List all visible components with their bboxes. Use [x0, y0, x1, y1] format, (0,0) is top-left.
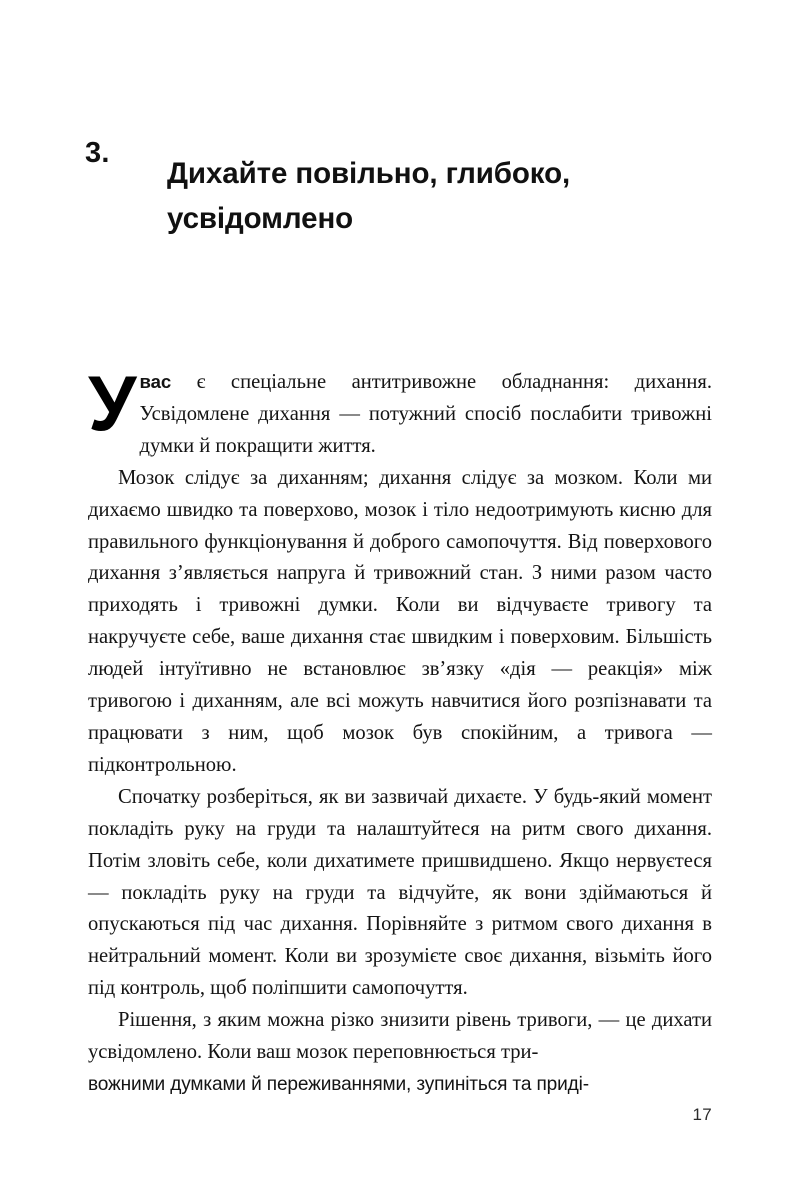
paragraph-1-text: є спеціальне антитривожне обладнання: дихання. Усвідомлене дихання — потужний спосіб послабити тривожні думки й покращити життя.	[139, 371, 712, 457]
chapter-title-line-1: Дихайте повільно, глибоко,	[167, 156, 571, 190]
paragraph-4-hyphen: -	[531, 1041, 539, 1064]
paragraph-4	[88, 1005, 712, 1101]
chapter-title-line-2: усвідомлено	[167, 201, 354, 235]
paragraph-2-text: Мозок слідує за диханням; дихання слідує за мозком. Коли ми дихаємо швидко та поверхово, мозок і тіло недоотримують кисню для правильного функціонування й доброго самопочуття. Від поверхового дихання з’являється напруга й тривожний стан. З ними разом часто приходять і тривожні думки. Коли ви відчуваєте тривогу та накручуєте себе, ваше дихання стає швидким і поверховим. Більшість людей інтуїтивно не встановлює зв’язку «дія — реакція» між тривогою і диханням, але всі можуть навчитися його розпізнавати та працювати з ним, щоб мозок був спокійним, а тривога — підконтрольною.	[88, 466, 712, 776]
paragraph-3-text: Спочатку розберіться, як ви зазвичай дихаєте. У будь-який момент покладіть руку на груди та налаштуйтеся на ритм свого дихання. Потім зловіть себе, коли дихатимете пришвидшено. Якщо нервуєтеся — покладіть руку на груди та відчуйте, як вони здіймаються й опускаються під час дихання. Порівняйте з ритмом свого дихання в нейтральний момент. Коли ви зрозумієте своє дихання, візьміть його під контроль, щоб поліпшити самопочуття.	[88, 785, 712, 1000]
paragraph-3	[88, 782, 712, 1005]
page-title	[167, 151, 725, 241]
paragraph-1	[88, 359, 712, 463]
chapter-number: 3.	[85, 137, 110, 169]
paragraph-4-text: Рішення, з яким можна різко знизити рівень тривоги, — це дихати усвідомлено. Коли ваш мозок переповнюється три	[88, 1009, 712, 1064]
paragraph-4-last-line: вожними думками й переживаннями, зупиніться та приді-	[88, 1073, 589, 1095]
lead-in-word: вас	[139, 371, 172, 392]
chapter-heading	[85, 131, 725, 261]
paragraph-2	[88, 463, 712, 782]
page-number: 17	[692, 1105, 712, 1124]
body-text-column	[88, 359, 712, 1101]
drop-cap: У	[88, 359, 135, 447]
